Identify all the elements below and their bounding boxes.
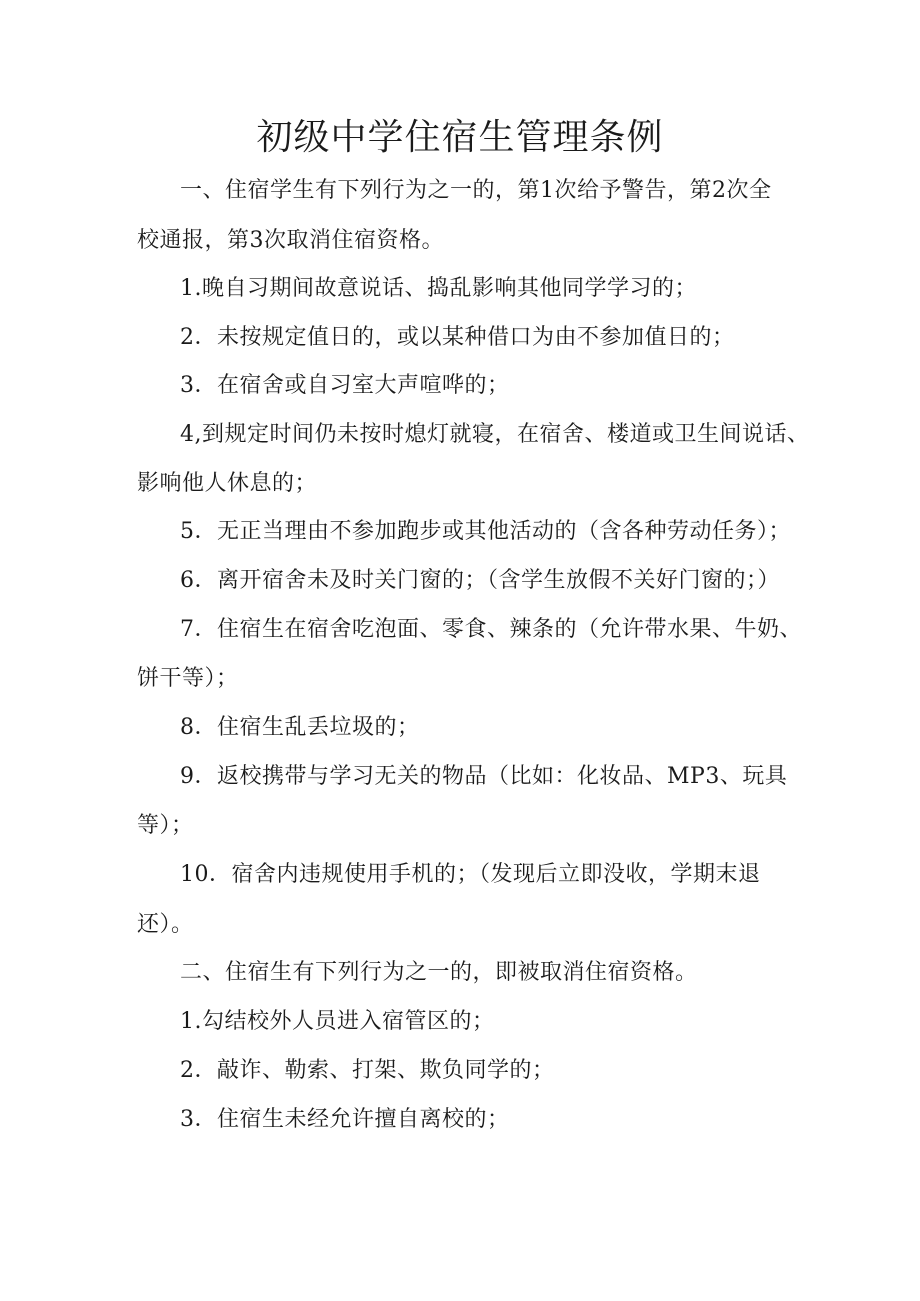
section-1-heading-cont: 校通报，第3次取消住宿资格。: [137, 228, 444, 253]
rule-1-9: 9．返校携带与学习无关的物品（比如：化妆品、MP3、玩具: [180, 764, 788, 789]
rule-1-1: 1.晚自习期间故意说话、捣乱影响其他同学学习的；: [180, 276, 697, 301]
rule-1-2: 2．未按规定值日的，或以某种借口为由不参加值日的；: [180, 325, 735, 350]
rule-1-10: 10．宿舍内违规使用手机的；（发现后立即没收，学期末退: [180, 862, 761, 887]
rule-1-7: 7．住宿生在宿舍吃泡面、零食、辣条的（允许带水果、牛奶、: [180, 617, 802, 642]
rule-1-10-cont: 还）。: [137, 912, 194, 937]
rule-1-4-cont: 影响他人休息的；: [137, 471, 318, 496]
rule-1-3: 3．在宿舍或自习室大声喧哗的；: [180, 373, 510, 398]
section-1-heading: 一、住宿学生有下列行为之一的，第1次给予警告，第2次全: [180, 178, 772, 203]
rule-1-8: 8．住宿生乱丢垃圾的；: [180, 715, 420, 740]
page-title: 初级中学住宿生管理条例: [256, 117, 664, 158]
rule-1-4: 4,到规定时间仍未按时熄灯就寝，在宿舍、楼道或卫生间说话、: [180, 422, 810, 447]
section-2-heading: 二、住宿生有下列行为之一的，即被取消住宿资格。: [180, 960, 698, 985]
rule-2-2: 2．敲诈、勒索、打架、欺负同学的；: [180, 1058, 555, 1083]
rule-2-3: 3．住宿生未经允许擅自离校的；: [180, 1107, 510, 1132]
rule-2-1: 1.勾结校外人员进入宿管区的；: [180, 1009, 495, 1034]
rule-1-9-cont: 等）；: [137, 813, 194, 838]
rule-1-7-cont: 饼干等）；: [137, 666, 239, 691]
rule-1-5: 5．无正当理由不参加跑步或其他活动的（含各种劳动任务）；: [180, 519, 791, 544]
rule-1-6: 6．离开宿舍未及时关门窗的；（含学生放假不关好门窗的；）: [180, 568, 780, 593]
